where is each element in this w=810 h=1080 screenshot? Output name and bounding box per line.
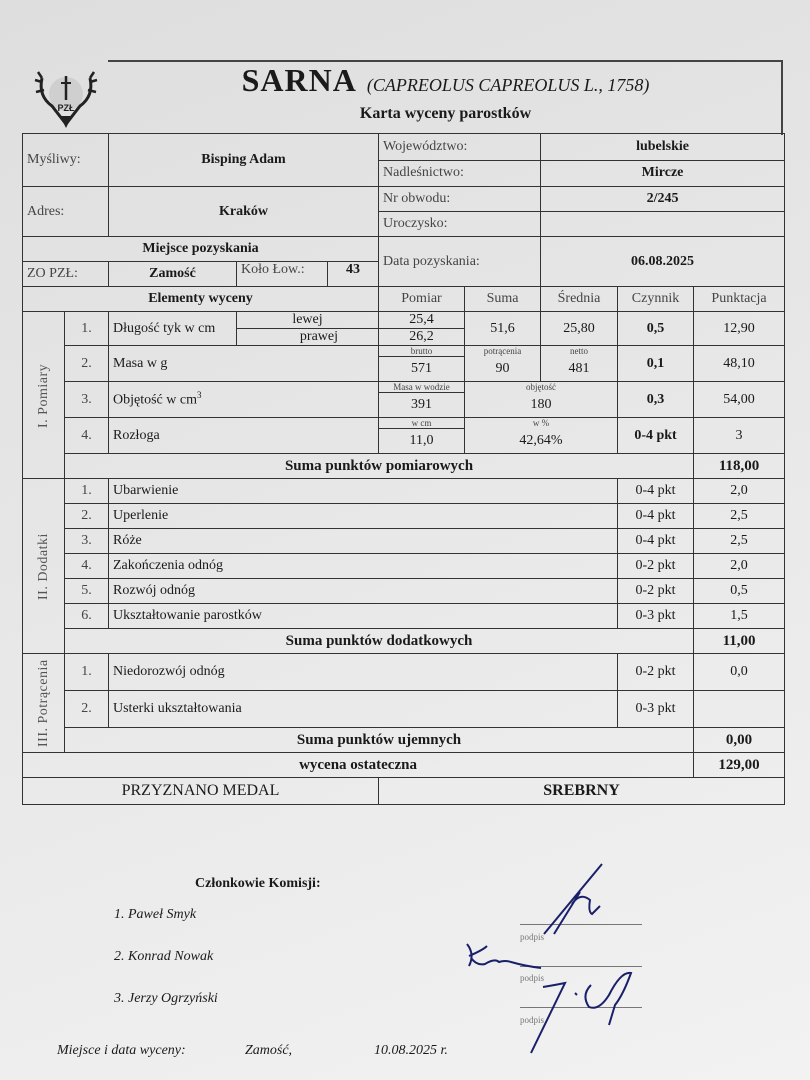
dlugosc-srednia: 25,80 [541, 312, 618, 346]
medal-value: SREBRNY [379, 778, 785, 805]
medal-row [23, 778, 785, 805]
list-item [23, 579, 785, 604]
item-label: Usterki ukształtowania [109, 691, 618, 728]
dlugosc-label: Długość tyk w cm [109, 312, 237, 346]
objetosc-sup: 3 [196, 390, 202, 401]
lewej-label: lewej [237, 312, 379, 329]
potracenia-label: potrącenia [465, 346, 541, 357]
row-number: 4. [65, 554, 109, 579]
row-number: 1. [65, 312, 109, 346]
kolo-cell [237, 262, 379, 287]
brutto-value: 571 [379, 357, 465, 382]
row-number: 5. [65, 579, 109, 604]
col-suma: Suma [465, 287, 541, 312]
masa-wodzie-label: Masa w wodzie [379, 382, 465, 393]
objetosc-label: Objętość w cm [113, 392, 197, 408]
place-label: Miejsce i data wyceny: [57, 1043, 186, 1058]
uroczysko-label: Uroczysko: [379, 212, 541, 237]
signature-3-icon [525, 965, 640, 1055]
podpis-label: podpis [520, 973, 545, 983]
adres-label: Adres: [23, 187, 109, 237]
masa-wodzie-value: 391 [379, 393, 465, 418]
data-pozyskania-value: 06.08.2025 [541, 237, 785, 287]
zo-label: ZO PZŁ: [23, 262, 109, 287]
pomiary-sum-label: Suma punktów pomiarowych [65, 454, 694, 479]
dodatki-section [23, 479, 785, 654]
wojewodztwo-value: lubelskie [541, 134, 785, 161]
evaluation-table [22, 133, 785, 805]
row-number: 1. [65, 654, 109, 691]
list-item [23, 604, 785, 629]
wcm-value: 11,0 [379, 429, 465, 454]
objetosc-label-cell [109, 382, 379, 418]
list-item [23, 479, 785, 504]
komisja-member: 3. Jerzy Ogrzyński [114, 991, 218, 1006]
obwod-label: Nr obwodu: [379, 187, 541, 212]
komisja-member: 1. Paweł Smyk [114, 907, 197, 922]
section-label: II. Dodatki [23, 479, 65, 654]
netto-value: 481 [541, 357, 618, 382]
row-number: 3. [65, 382, 109, 418]
adres-value: Kraków [109, 187, 379, 237]
podpis-label: podpis [520, 932, 545, 942]
potracenia-value: 90 [465, 357, 541, 382]
svg-text:PZŁ: PZŁ [57, 103, 75, 113]
date-value: 10.08.2025 r. [374, 1043, 448, 1058]
dlugosc-suma: 51,6 [465, 312, 541, 346]
section-sum-label: Suma punktów ujemnych [65, 728, 694, 753]
signature-1-icon [530, 862, 610, 942]
title-main: SARNA [241, 62, 357, 98]
nadlesnictwo-label: Nadleśnictwo: [379, 160, 541, 187]
item-label: Zakończenia odnóg [109, 554, 618, 579]
prawej-value: 26,2 [379, 329, 465, 346]
uroczysko-value [541, 212, 785, 237]
item-label: Ubarwienie [109, 479, 618, 504]
item-value: 2,5 [694, 504, 785, 529]
pomiar-row-rozloga-labels [23, 418, 785, 429]
pomiary-sum-value: 118,00 [694, 454, 785, 479]
pzl-logo-icon [32, 68, 100, 130]
rozloga-czynnik: 0-4 pkt [618, 418, 694, 454]
pomiary-sum-row [23, 454, 785, 479]
col-elementy: Elementy wyceny [23, 287, 379, 312]
title-latin: (CAPREOLUS CAPREOLUS L., 1758) [366, 75, 650, 95]
item-range: 0-4 pkt [618, 504, 694, 529]
brutto-label: brutto [379, 346, 465, 357]
item-label: Ukształtowanie parostków [109, 604, 618, 629]
item-range: 0-2 pkt [618, 554, 694, 579]
lewej-value: 25,4 [379, 312, 465, 329]
wproc-label: w % [465, 418, 618, 429]
item-label: Niedorozwój odnóg [109, 654, 618, 691]
wojewodztwo-label: Województwo: [379, 134, 541, 161]
list-item [23, 554, 785, 579]
dlugosc-czynnik: 0,5 [618, 312, 694, 346]
item-label: Uperlenie [109, 504, 618, 529]
item-label: Rozwój odnóg [109, 579, 618, 604]
item-value: 2,0 [694, 554, 785, 579]
kolo-value: 43 [327, 262, 378, 286]
pomiar-row-dlugosc-lewej [23, 312, 785, 329]
item-value: 0,0 [694, 654, 785, 691]
prawej-label: prawej [237, 329, 379, 346]
netto-label: netto [541, 346, 618, 357]
nadlesnictwo-value: Mircze [541, 160, 785, 187]
zo-value: Zamość [109, 262, 237, 287]
item-range: 0-3 pkt [618, 604, 694, 629]
item-value: 2,5 [694, 529, 785, 554]
section-pomiary: I. Pomiary [23, 312, 65, 479]
rozloga-punktacja: 3 [694, 418, 785, 454]
row-number: 2. [65, 346, 109, 382]
wcm-label: w cm [379, 418, 465, 429]
item-range: 0-2 pkt [618, 579, 694, 604]
col-pomiar: Pomiar [379, 287, 465, 312]
section-sum-value: 11,00 [694, 629, 785, 654]
item-range: 0-3 pkt [618, 691, 694, 728]
row-number: 2. [65, 691, 109, 728]
medal-label: PRZYZNANO MEDAL [23, 778, 379, 805]
col-punktacja: Punktacja [694, 287, 785, 312]
podpis-label: podpis [520, 1015, 545, 1025]
mysliwy-value: Bisping Adam [109, 134, 379, 187]
kolo-label: Koło Łow.: [241, 262, 305, 277]
final-value: 129,00 [694, 753, 785, 778]
item-value [694, 691, 785, 728]
info-row-miejsce [23, 237, 785, 262]
komisja-title: Członkowie Komisji: [195, 876, 321, 891]
final-label: wycena ostateczna [23, 753, 694, 778]
komisja-member: 2. Konrad Nowak [114, 949, 214, 964]
masa-czynnik: 0,1 [618, 346, 694, 382]
item-value: 0,5 [694, 579, 785, 604]
pomiar-row-masa-labels [23, 346, 785, 357]
obwod-value: 2/245 [541, 187, 785, 212]
item-value: 1,5 [694, 604, 785, 629]
item-range: 0-2 pkt [618, 654, 694, 691]
col-czynnik: Czynnik [618, 287, 694, 312]
miejsce-label: Miejsce pozyskania [23, 237, 379, 262]
section-label: III. Potrącenia [23, 654, 65, 753]
section-sum-row [23, 728, 785, 753]
row-number: 6. [65, 604, 109, 629]
item-value: 2,0 [694, 479, 785, 504]
row-number: 4. [65, 418, 109, 454]
column-header-row [23, 287, 785, 312]
place-value: Zamość, [245, 1043, 293, 1058]
item-label: Róże [109, 529, 618, 554]
masa-label: Masa w g [109, 346, 379, 382]
list-item [23, 529, 785, 554]
pomiar-row-objetosc-labels [23, 382, 785, 393]
rozloga-label: Rozłoga [109, 418, 379, 454]
section-sum-value: 0,00 [694, 728, 785, 753]
list-item [23, 691, 785, 728]
info-row-mysliwy [23, 134, 785, 161]
row-number: 1. [65, 479, 109, 504]
section-sum-label: Suma punktów dodatkowych [65, 629, 694, 654]
data-pozyskania-label: Data pozyskania: [379, 237, 541, 287]
dlugosc-punktacja: 12,90 [694, 312, 785, 346]
col-srednia: Średnia [541, 287, 618, 312]
item-range: 0-4 pkt [618, 529, 694, 554]
page-title [108, 62, 783, 99]
objetosc-punktacja: 54,00 [694, 382, 785, 418]
masa-punktacja: 48,10 [694, 346, 785, 382]
section-sum-row [23, 629, 785, 654]
wproc-value: 42,64% [465, 429, 618, 454]
final-row [23, 753, 785, 778]
row-number: 2. [65, 504, 109, 529]
mysliwy-label: Myśliwy: [23, 134, 109, 187]
objetosc-value: 180 [465, 393, 618, 418]
potracenia-section [23, 654, 785, 753]
info-row-adres [23, 187, 785, 212]
objetosc-sub-label: objętość [465, 382, 618, 393]
list-item [23, 654, 785, 691]
list-item [23, 504, 785, 529]
row-number: 3. [65, 529, 109, 554]
item-range: 0-4 pkt [618, 479, 694, 504]
page-subtitle: Karta wyceny parostków [359, 105, 532, 122]
objetosc-czynnik: 0,3 [618, 382, 694, 418]
